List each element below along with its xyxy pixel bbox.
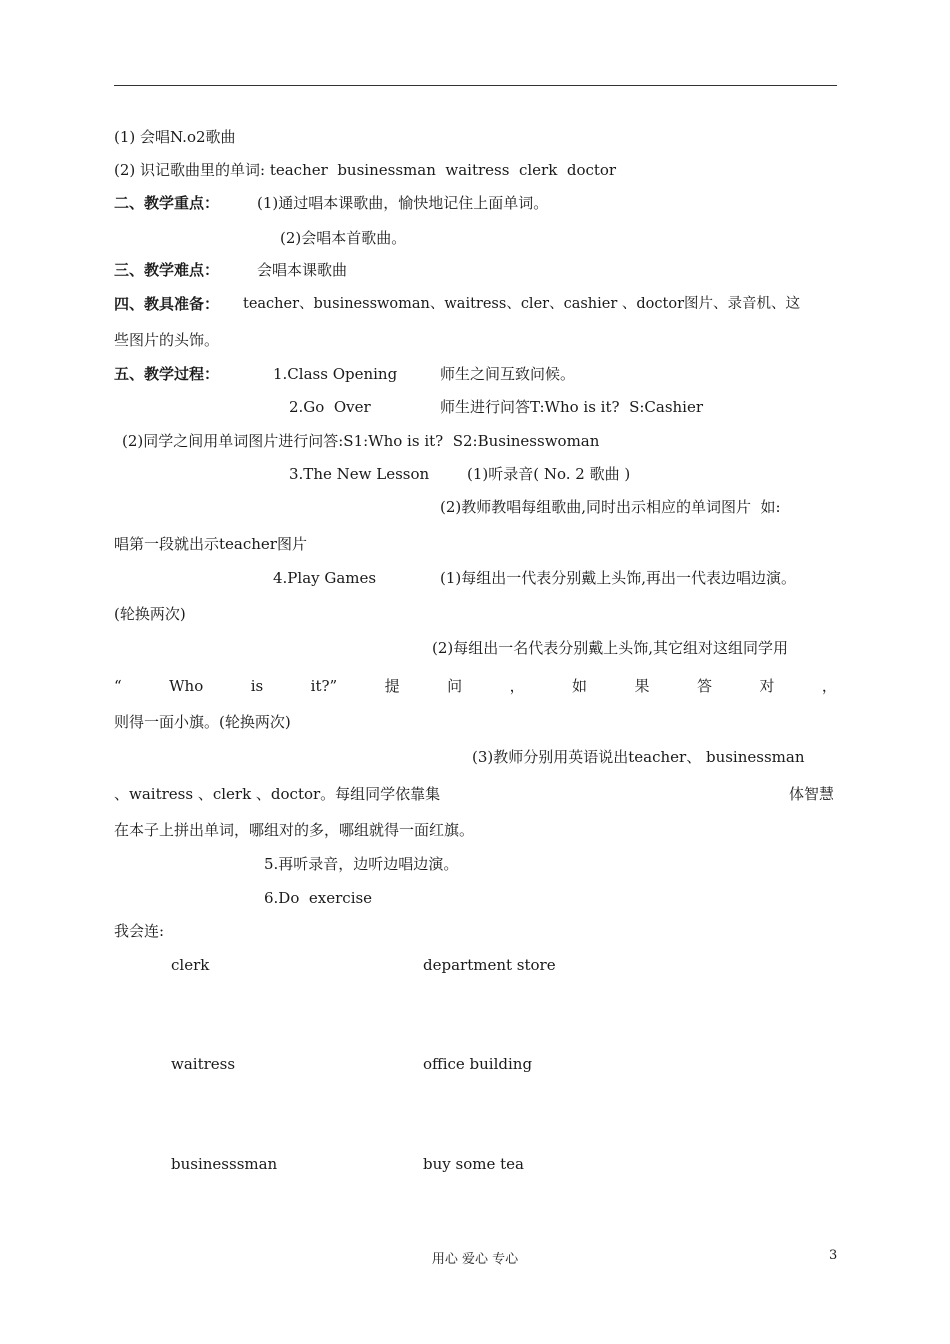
step-4-title: 4.Play Games [273,569,377,587]
word: 如 [572,677,588,695]
match-left-3: businesssman [171,1155,278,1173]
step-2-title: 2.Go Over [289,398,371,416]
step-1-title: 1.Class Opening [273,365,398,383]
word: it?” [310,677,338,695]
materials-text: teacher、businesswoman、waitress、cler、cashier 、doctor图片、录音机、这 [243,296,801,312]
match-right-2: office building [423,1055,533,1073]
step-4-sub-1-cont: (轮换两次) [114,605,186,623]
step-3-sub-2-cont: 唱第一段就出示teacher图片 [114,535,307,553]
word: 问 [447,677,463,695]
word: Who [169,677,204,695]
match-left-2: waitress [171,1055,236,1073]
step-3-sub-2: (2)教师教唱每组歌曲,同时出示相应的单词图片 如: [440,498,781,516]
step-5: 5.再听录音，边听边唱边演。 [264,855,459,873]
word: ， [509,677,525,695]
word: “ [114,677,122,695]
objective-2: (2) 识记歌曲里的单词: teacher businessman waitress clerk doctor [114,161,617,179]
step-4-sub-2: (2)每组出一名代表分别戴上头饰,其它组对这组同学用 [432,639,789,657]
step-4-sub-2-cont: 则得一面小旗。(轮换两次) [114,713,291,731]
step-4-sub-3: (3)教师分别用英语说出teacher、 businessman [472,748,805,766]
section-heading-key-points: 二、教学重点： [114,194,220,212]
step-2-sub: (2)同学之间用单词图片进行问答:S1:Who is it? S2:Businesswoman [122,432,600,450]
step-6: 6.Do exercise [264,889,373,907]
section-heading-materials: 四、教具准备： [114,295,220,313]
section-heading-difficulty: 三、教学难点： [114,261,220,279]
step-3-sub-1: (1)听录音( No. 2 歌曲 ) [467,465,631,483]
key-point-1: (1)通过唱本课歌曲，愉快地记住上面单词。 [257,194,549,212]
step-4-sub-3-cont: 、waitress 、clerk 、doctor。每组同学依靠集 [114,785,441,803]
footer-motto: 用心 爱心 专心 [431,1252,519,1267]
objective-1: (1) 会唱N.o2歌曲 [114,128,236,146]
header-rule [114,85,837,86]
word: is [250,677,264,695]
word: 提 [384,677,400,695]
match-right-1: department store [423,956,556,974]
page-number: 3 [829,1248,838,1263]
word: 答 [696,677,712,695]
match-left-1: clerk [171,956,210,974]
match-right-3: buy some tea [423,1155,524,1173]
exercise-heading: 我会连: [114,922,165,940]
step-3-title: 3.The New Lesson [289,465,430,483]
materials-text-cont: 些图片的头饰。 [114,331,220,349]
step-4-sub-2-justified [114,676,837,696]
word: ， [821,677,837,695]
step-2-text: 师生进行问答T:Who is it? S:Cashier [440,398,704,416]
step-4-sub-1: (1)每组出一代表分别戴上头饰,再出一代表边唱边演。 [440,569,797,587]
step-4-sub-3-cont-end: 体智慧 [789,785,835,803]
word: 果 [634,677,650,695]
step-1-text: 师生之间互致问候。 [440,365,576,383]
difficulty-text: 会唱本课歌曲 [257,261,348,279]
word: 对 [759,677,775,695]
key-point-2: (2)会唱本首歌曲。 [280,229,407,247]
step-4-sub-3-cont-2: 在本子上拼出单词，哪组对的多，哪组就得一面红旗。 [114,821,475,839]
section-heading-process: 五、教学过程： [114,365,220,383]
